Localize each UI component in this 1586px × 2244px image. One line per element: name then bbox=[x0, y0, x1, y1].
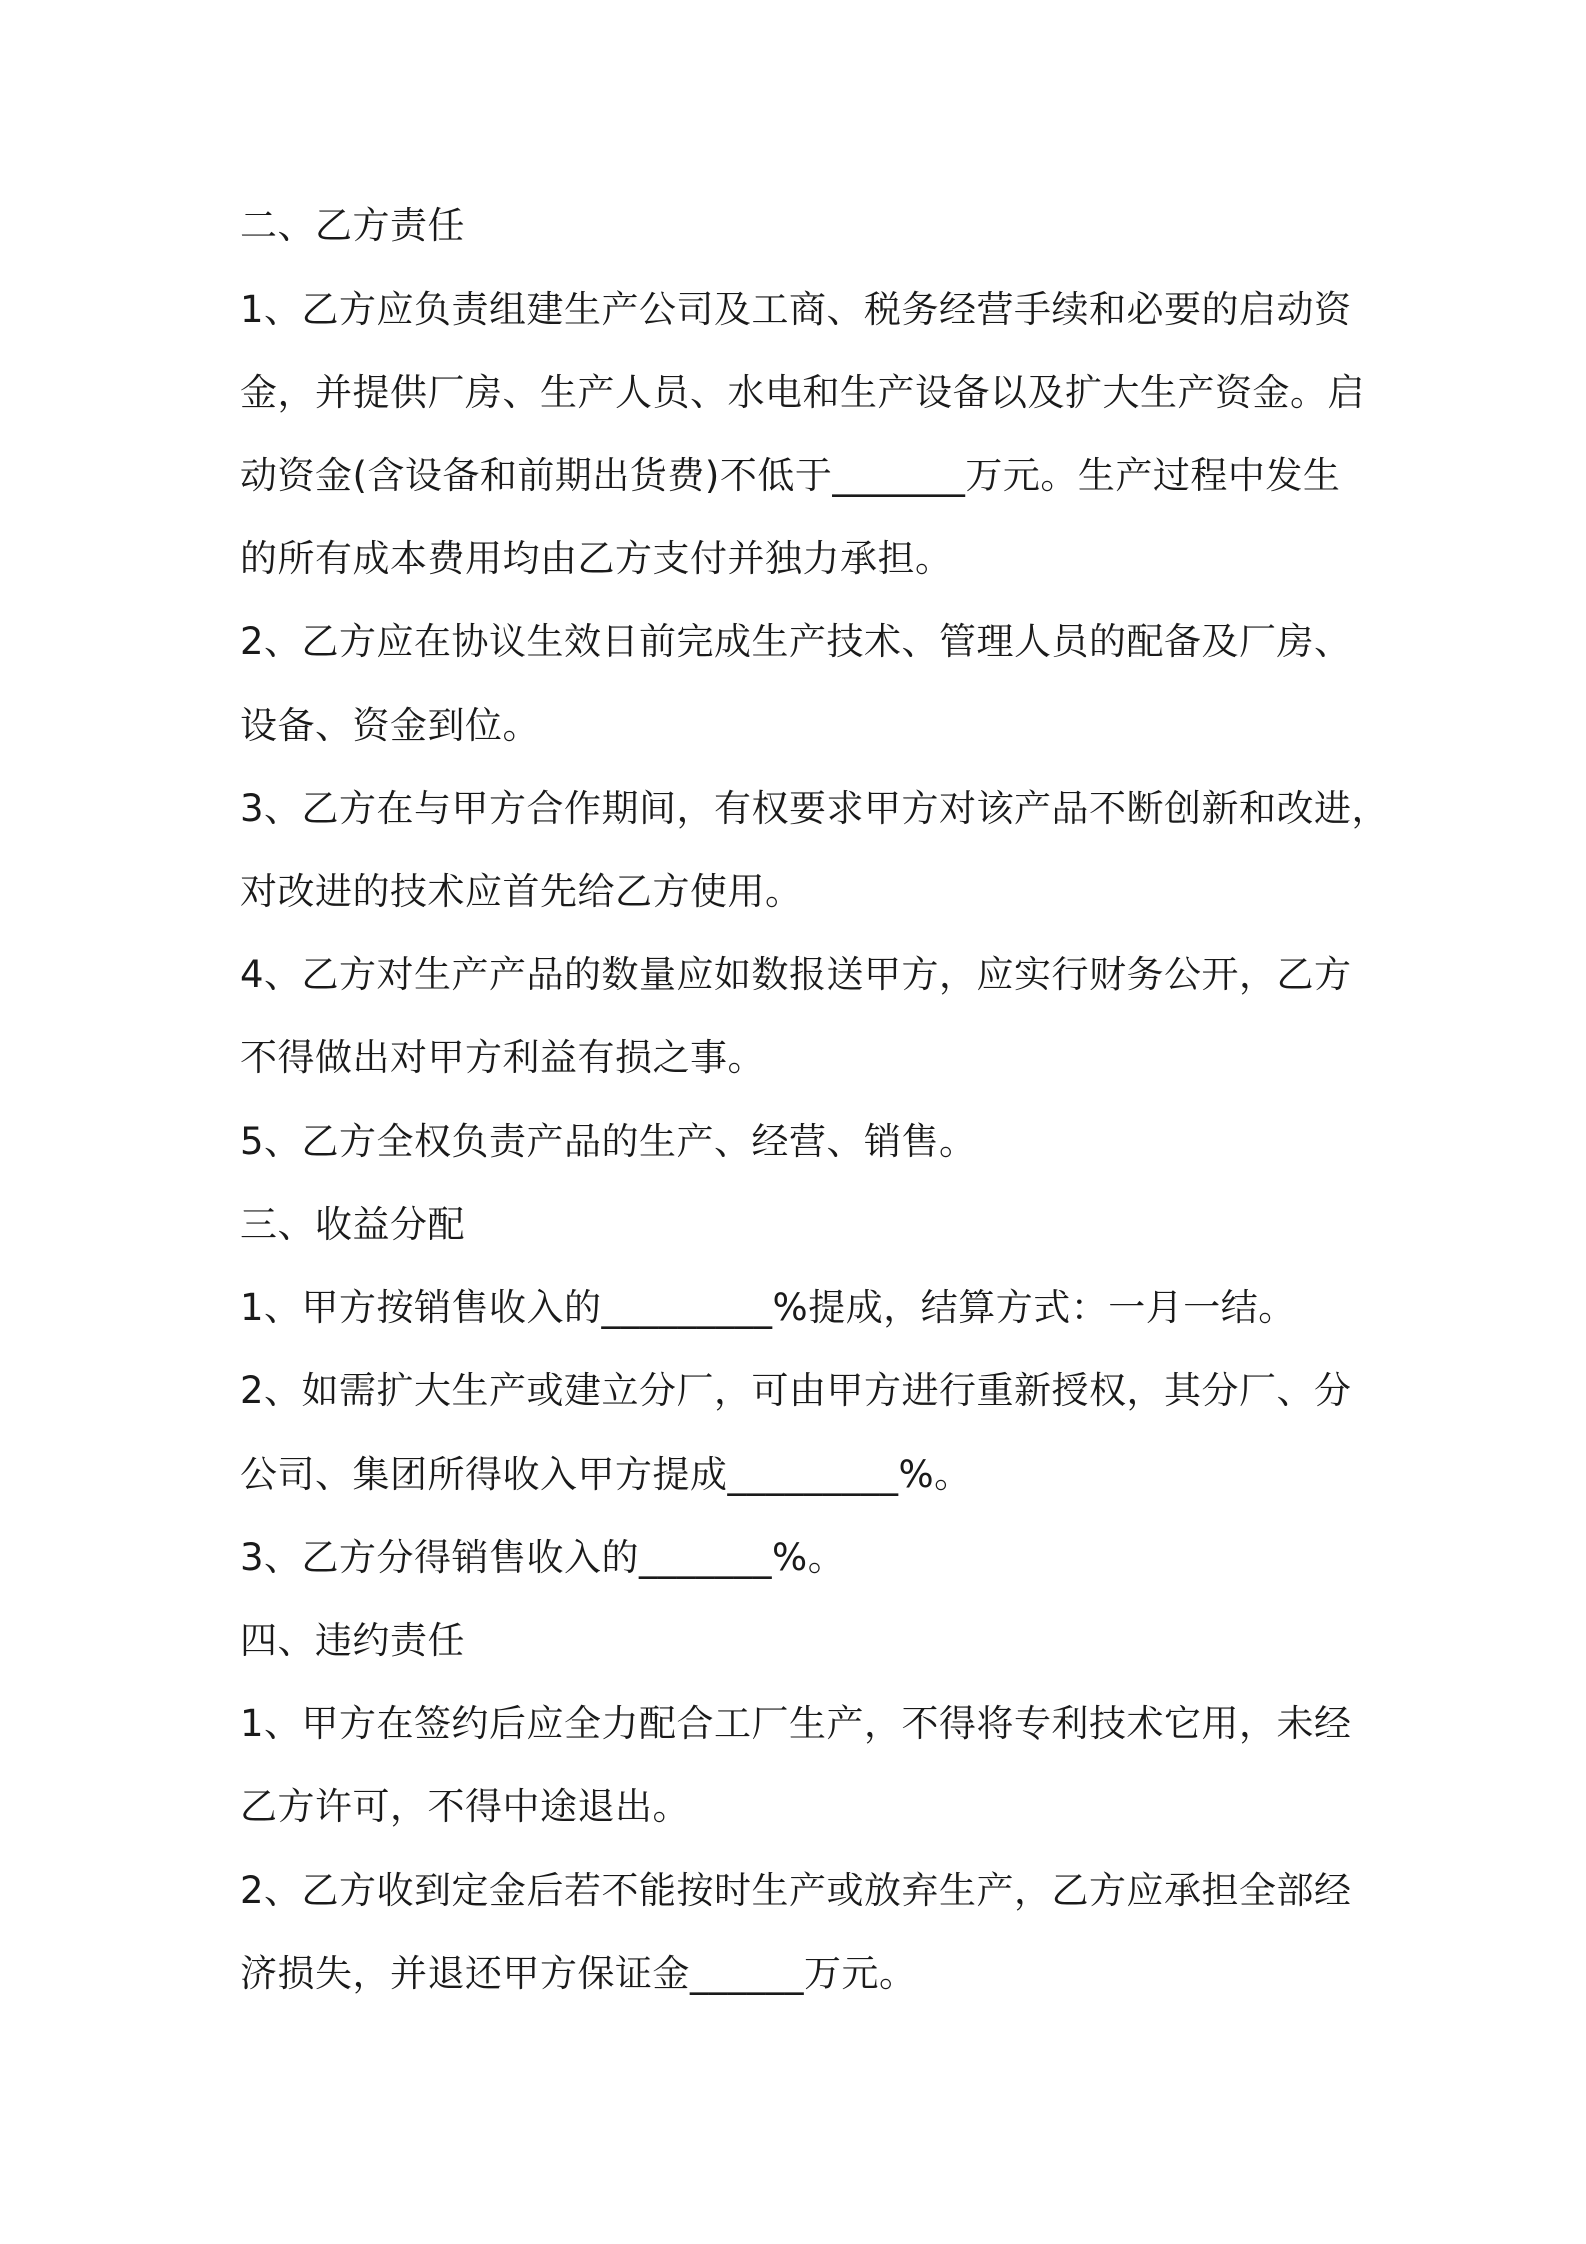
paragraph-line: 1、乙方应负责组建生产公司及工商、税务经营手续和必要的启动资 bbox=[240, 288, 1352, 331]
paragraph-line: 4、乙方对生产产品的数量应如数报送甲方，应实行财务公开，乙方 bbox=[240, 953, 1352, 996]
paragraph-line: 动资金(含设备和前期出货费)不低于_______万元。生产过程中发生 bbox=[240, 454, 1341, 497]
paragraph-line: 设备、资金到位。 bbox=[240, 704, 540, 747]
paragraph-line: 济损失，并退还甲方保证金______万元。 bbox=[240, 1952, 917, 1995]
paragraph-line: 1、甲方在签约后应全力配合工厂生产，不得将专利技术它用，未经 bbox=[240, 1702, 1352, 1745]
paragraph-line: 2、如需扩大生产或建立分厂，可由甲方进行重新授权，其分厂、分 bbox=[240, 1369, 1352, 1412]
paragraph-line: 2、乙方收到定金后若不能按时生产或放弃生产，乙方应承担全部经 bbox=[240, 1869, 1352, 1912]
section-heading-revenue-distribution: 三、收益分配 bbox=[240, 1203, 465, 1246]
paragraph-line: 的所有成本费用均由乙方支付并独力承担。 bbox=[240, 537, 953, 580]
paragraph-line: 3、乙方在与甲方合作期间，有权要求甲方对该产品不断创新和改进， bbox=[240, 787, 1390, 830]
paragraph-line: 5、乙方全权负责产品的生产、经营、销售。 bbox=[240, 1120, 977, 1163]
paragraph-line: 1、甲方按销售收入的_________%提成，结算方式：一月一结。 bbox=[240, 1286, 1296, 1329]
paragraph-line: 公司、集团所得收入甲方提成_________%。 bbox=[240, 1453, 972, 1496]
section-heading-party-b-responsibility: 二、乙方责任 bbox=[240, 204, 465, 247]
paragraph-line: 3、乙方分得销售收入的_______%。 bbox=[240, 1536, 846, 1579]
paragraph-line: 乙方许可，不得中途退出。 bbox=[240, 1785, 690, 1828]
paragraph-line: 不得做出对甲方利益有损之事。 bbox=[240, 1036, 765, 1079]
section-heading-breach-liability: 四、违约责任 bbox=[240, 1619, 465, 1662]
paragraph-line: 金，并提供厂房、生产人员、水电和生产设备以及扩大生产资金。启 bbox=[240, 371, 1365, 414]
paragraph-line: 对改进的技术应首先给乙方使用。 bbox=[240, 870, 803, 913]
paragraph-line: 2、乙方应在协议生效日前完成生产技术、管理人员的配备及厂房、 bbox=[240, 620, 1352, 663]
